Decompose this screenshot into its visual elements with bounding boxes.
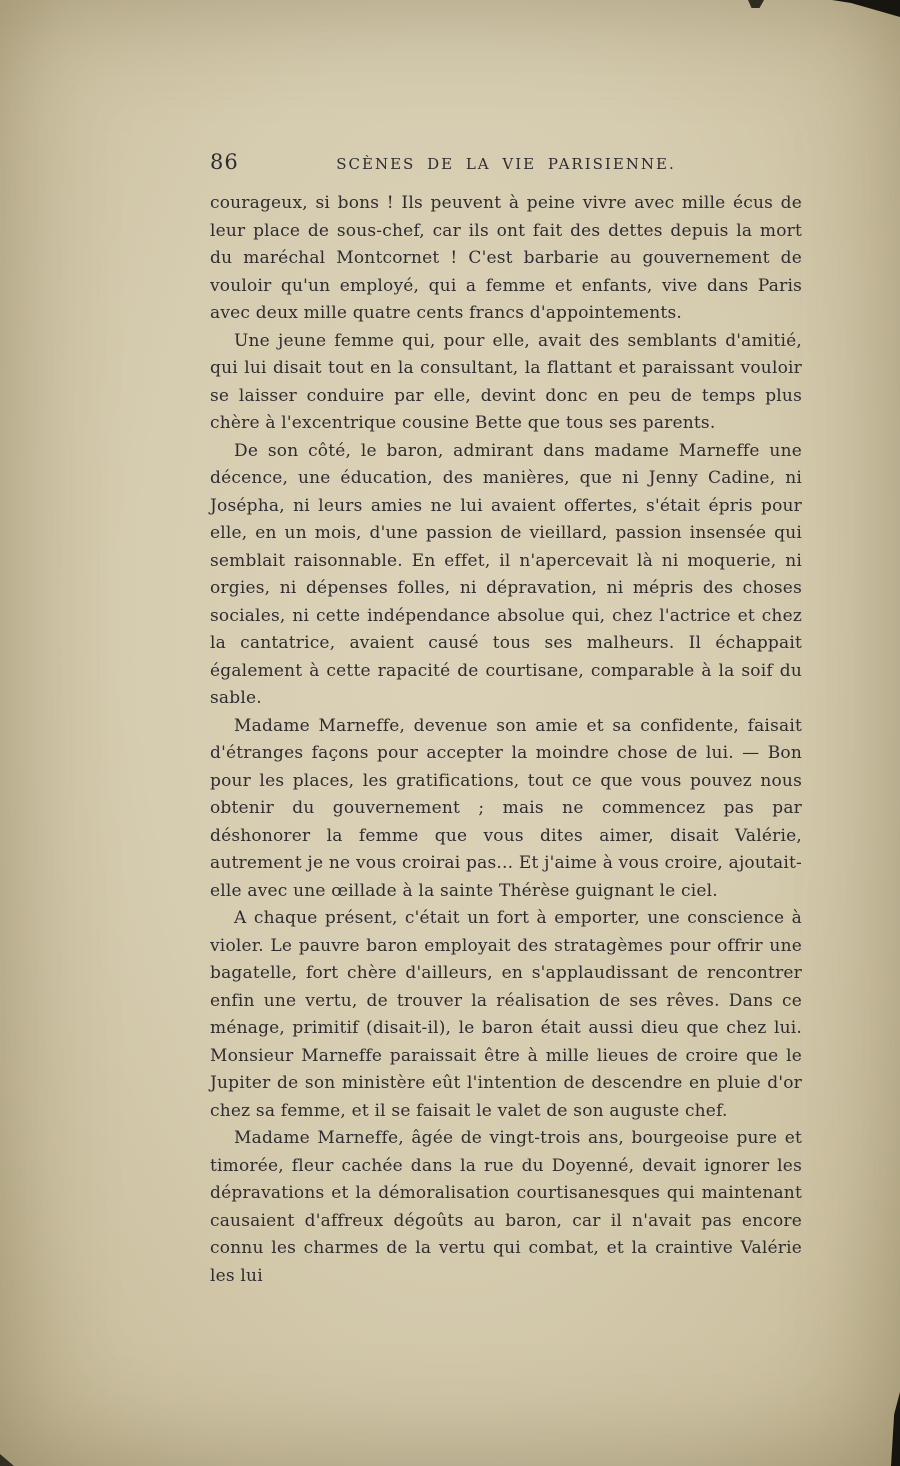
paragraph: De son côté, le baron, admirant dans madame Marneffe une décence, une éducation, des manières, que ni Jenny Cadine, ni Josépha, ni leurs amies ne lui avaient offertes, s'était épris pour elle, en un mois, d'une passion de vieillard, passion insensée qui semblait raisonnable. En effet, il n'apercevait là ni moquerie, ni orgies, ni dépenses folles, ni dépravation, ni mépris des choses sociales, ni cette indépendance absolue qui, chez l'actrice et chez la cantatrice, avaient causé tous ses malheurs. Il échappait également à cette rapacité de courtisane, comparable à la soif du sable.	[210, 440, 802, 708]
scan-artifact-bottom-left	[0, 1454, 14, 1466]
paragraph: Madame Marneffe, devenue son amie et sa confidente, faisait d'étranges façons pour accepter la moindre chose de lui. — Bon pour les places, les gratifications, tout ce que vous pouvez nous obtenir du gouvernement ; mais ne commencez pas par déshonorer la femme que vous dites aimer, disait Valérie, autrement je ne vous croirai pas... Et j'aime à vous croire, ajoutait-elle avec une œillade à la sainte Thérèse guignant le ciel.	[210, 715, 802, 901]
scan-artifact-right-bottom	[891, 1392, 900, 1466]
scan-artifact-top-edge	[748, 0, 764, 8]
paragraph: courageux, si bons ! Ils peuvent à peine vivre avec mille écus de leur place de sous-chef, car ils ont fait des dettes depuis la mort du maréchal Montcornet ! C'est barbarie au gouvernement de vouloir qu'un employé, qui a femme et enfants, vive dans Paris avec deux mille quatre cents francs d'appointements.	[210, 193, 802, 323]
page-header-row	[210, 150, 802, 174]
paragraph: Une jeune femme qui, pour elle, avait des semblants d'amitié, qui lui disait tout en la consultant, la flattant et paraissant vouloir se laisser conduire par elle, devint donc en peu de temps plus chère à l'excentrique cousine Bette que tous ses parents.	[210, 330, 802, 433]
page-number: 86	[210, 150, 239, 174]
page-text-block	[210, 190, 802, 1290]
paragraph: A chaque présent, c'était un fort à emporter, une conscience à violer. Le pauvre baron employait des stratagèmes pour offrir une bagatelle, fort chère d'ailleurs, en s'applaudissant de rencontrer enfin une vertu, de trouver la réalisation de ses rêves. Dans ce ménage, primitif (disait-il), le baron était aussi dieu que chez lui. Monsieur Marneffe paraissait être à mille lieues de croire que le Jupiter de son ministère eût l'intention de descendre en pluie d'or chez sa femme, et il se faisait le valet de son auguste chef.	[210, 908, 802, 1121]
paragraph: Madame Marneffe, âgée de vingt-trois ans, bourgeoise pure et timorée, fleur cachée dans la rue du Doyenné, devait ignorer les dépravations et la démoralisation courtisanesques qui maintenant causaient d'affreux dégoûts au baron, car il n'avait pas encore connu les charmes de la vertu qui combat, et la craintive Valérie les lui	[210, 1128, 802, 1286]
scan-artifact-top-right	[832, 0, 900, 17]
running-header: SCÈNES DE LA VIE PARISIENNE.	[336, 155, 676, 173]
